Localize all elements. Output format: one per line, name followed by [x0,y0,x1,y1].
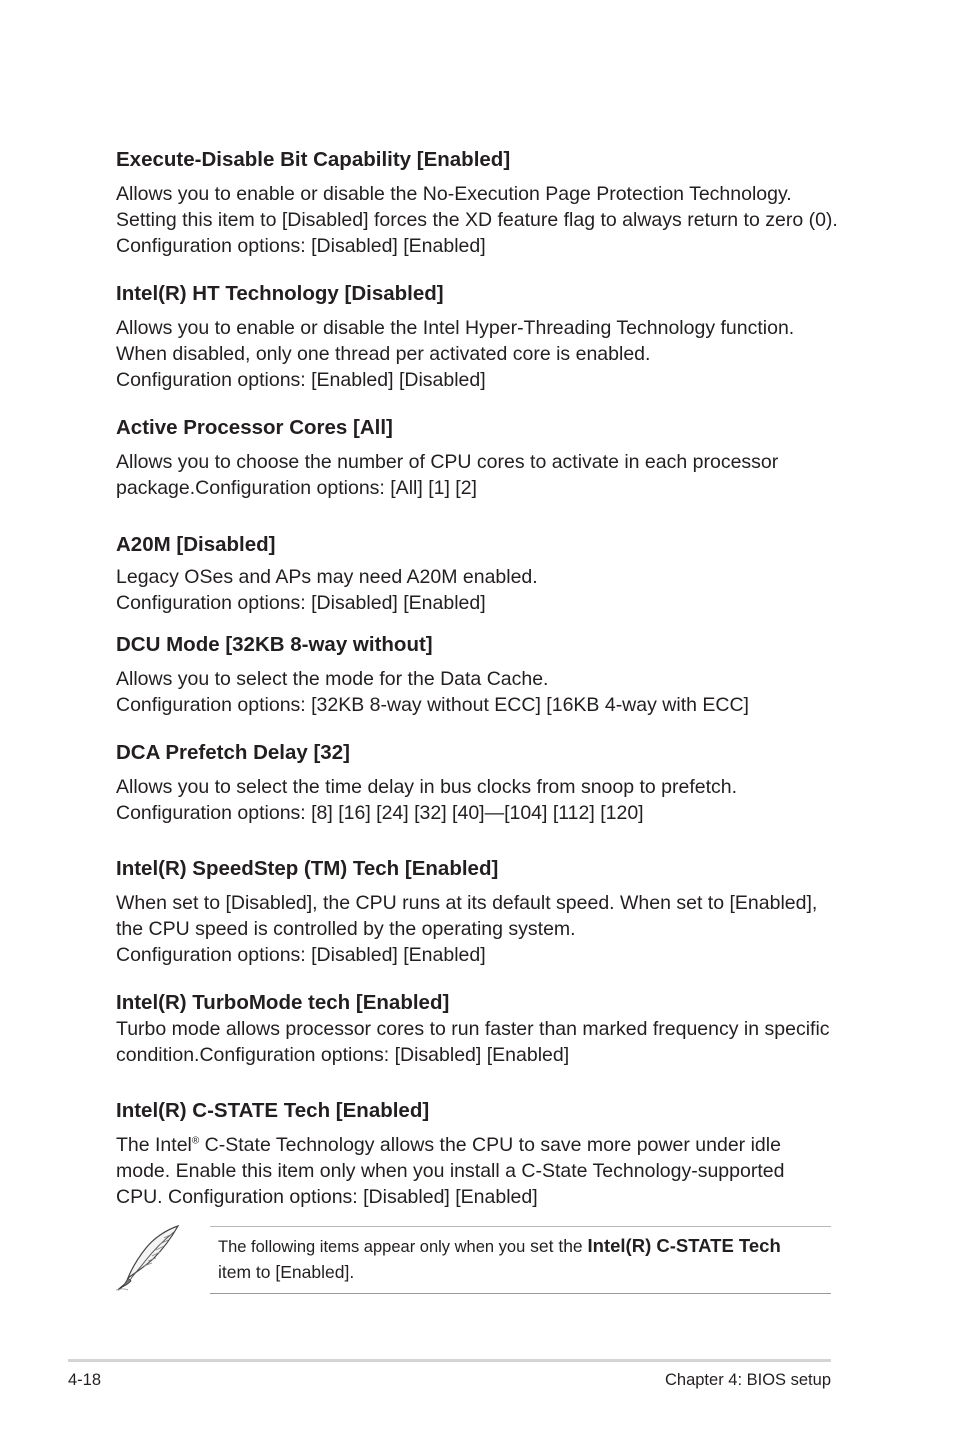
section-active-processor-cores [116,415,846,501]
note-text-bold: Intel(R) C-STATE Tech [587,1235,781,1256]
section-heading: Intel(R) SpeedStep (TM) Tech [Enabled] [116,857,499,880]
body-line: When disabled, only one thread per activated core is enabled. [116,343,651,365]
section-heading: Intel(R) C-STATE Tech [Enabled] [116,1099,430,1122]
section-speedstep-tech [116,856,846,968]
body-line: the CPU speed is controlled by the operating system. [116,918,576,940]
page-number: 4-18 [68,1371,102,1389]
body-line: package.Configuration options: [All] [1] [2] [116,477,477,499]
section-body [116,1016,846,1068]
body-line: Allows you to enable or disable the No-Execution Page Protection Technology. [116,183,792,205]
section-heading: A20M [Disabled] [116,533,276,556]
section-body [116,774,846,826]
section-body [116,564,846,616]
section-heading: Intel(R) TurboMode tech [Enabled] [116,991,450,1014]
section-dcu-mode [116,632,846,718]
section-execute-disable-bit [116,147,846,259]
note-text-intro: The following items appear only when you [218,1238,526,1256]
section-heading: Intel(R) HT Technology [Disabled] [116,282,444,305]
note-text [218,1233,818,1285]
body-text: C-State Technology allows the CPU to save more power under idle [199,1134,781,1156]
section-body [116,666,846,718]
body-line [116,1132,846,1158]
body-line: Configuration options: [8] [16] [24] [32] [40]—[104] [112] [120] [116,802,644,824]
quill-pen-icon [114,1224,184,1292]
body-line: Configuration options: [Disabled] [Enabled] [116,235,486,257]
body-line: Allows you to select the mode for the Data Cache. [116,668,549,690]
body-line: Configuration options: [Enabled] [Disabled] [116,369,486,391]
section-heading: DCU Mode [32KB 8-way without] [116,633,433,656]
section-body [116,315,846,393]
section-body [116,1132,846,1210]
body-line: Allows you to enable or disable the Intel Hyper-Threading Technology function. [116,317,795,339]
body-line: When set to [Disabled], the CPU runs at its default speed. When set to [Enabled], [116,892,818,914]
section-dca-prefetch-delay [116,740,846,826]
section-heading: Execute-Disable Bit Capability [Enabled] [116,148,511,171]
body-line: Allows you to choose the number of CPU cores to activate in each processor [116,451,779,473]
body-line: Setting this item to [Disabled] forces the XD feature flag to always return to zero (0). [116,209,838,231]
section-c-state-tech [116,1098,846,1210]
section-heading: DCA Prefetch Delay [32] [116,741,350,764]
body-line: Allows you to select the time delay in bus clocks from snoop to prefetch. [116,776,738,798]
note-line: item to [Enabled]. [218,1262,355,1282]
section-ht-technology [116,281,846,393]
body-line: Configuration options: [Disabled] [Enabled] [116,944,486,966]
section-a20m [116,532,846,616]
section-body [116,449,846,501]
section-body [116,181,846,259]
section-heading: Active Processor Cores [All] [116,416,393,439]
section-turbomode-tech [116,990,846,1068]
note-box [210,1226,831,1294]
body-line: Turbo mode allows processor cores to run faster than marked frequency in specific [116,1018,830,1040]
body-line: CPU. Configuration options: [Disabled] [Enabled] [116,1186,538,1208]
section-body [116,890,846,968]
body-line: Legacy OSes and APs may need A20M enabled. [116,566,538,588]
body-line: mode. Enable this item only when you install a C-State Technology-supported [116,1160,785,1182]
note-text-mid: set the [525,1236,588,1256]
body-text: The Intel [116,1134,192,1156]
chapter-title: Chapter 4: BIOS setup [664,1371,831,1389]
footer-divider [68,1359,831,1362]
body-line: condition.Configuration options: [Disabled] [Enabled] [116,1044,570,1066]
note-line [218,1233,818,1260]
body-line: Configuration options: [Disabled] [Enabled] [116,592,486,614]
registered-mark: ® [191,1135,200,1147]
body-line: Configuration options: [32KB 8-way without ECC] [16KB 4-way with ECC] [116,694,749,716]
